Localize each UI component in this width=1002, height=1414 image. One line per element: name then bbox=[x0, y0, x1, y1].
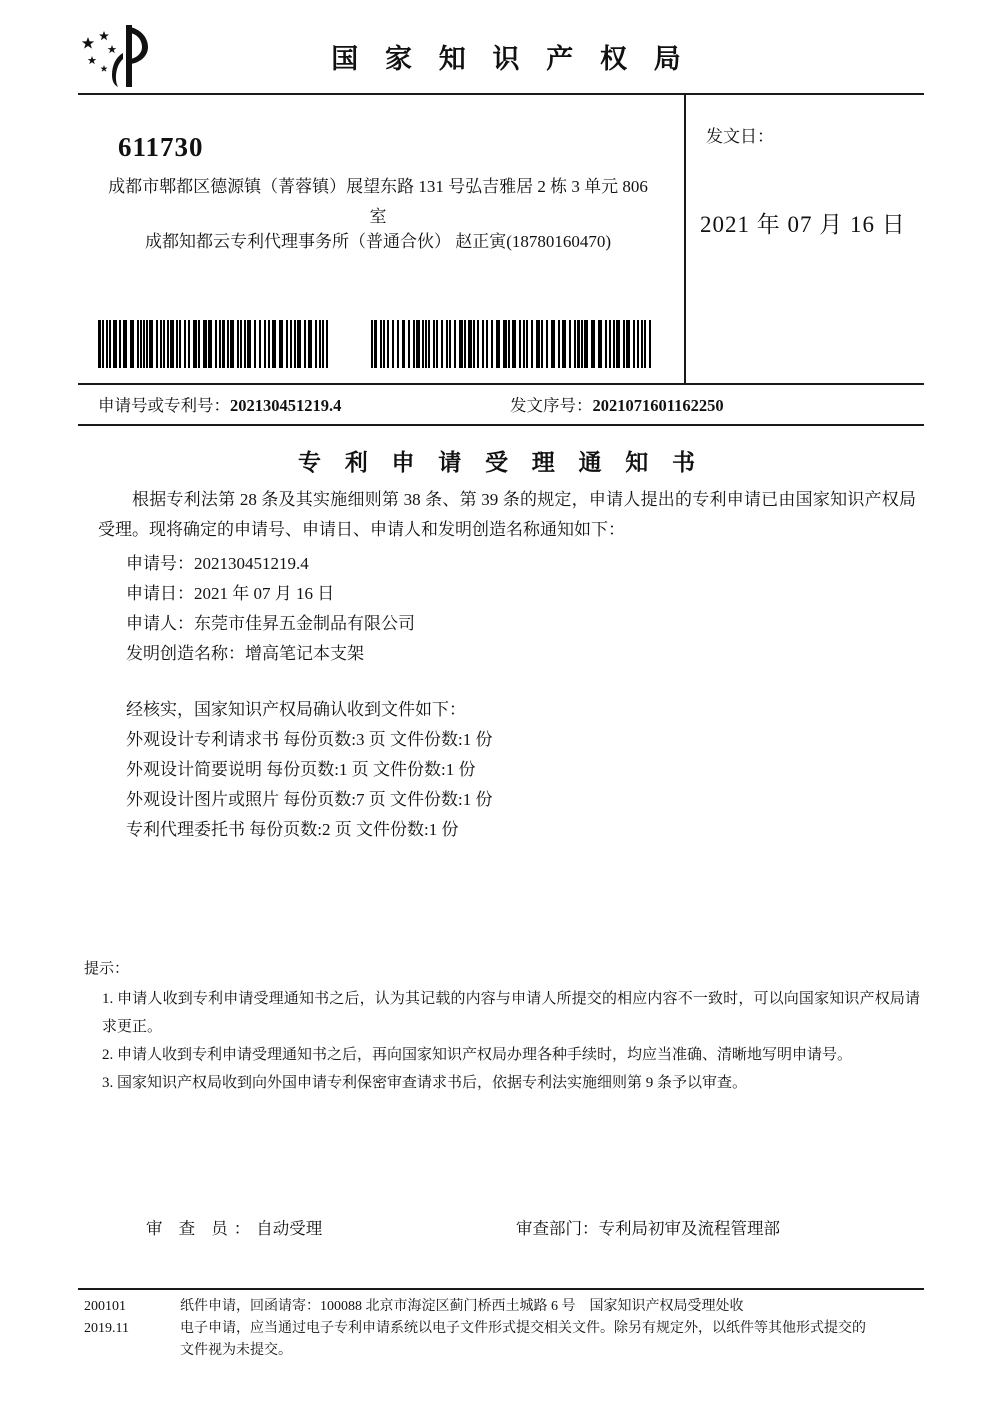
dispatch-number-value: 2021071601162250 bbox=[592, 396, 724, 415]
list-item: 申请号：202130451219.4 bbox=[126, 554, 309, 573]
application-fields-list bbox=[98, 549, 916, 669]
document-body bbox=[98, 485, 916, 845]
barcode-dispatch-number bbox=[371, 320, 659, 368]
list-item: 发明创造名称：增高笔记本支架 bbox=[126, 644, 364, 663]
header-divider bbox=[78, 93, 924, 95]
notes-list bbox=[84, 985, 920, 1097]
agency-and-agent: 成都知都云专利代理事务所（普通合伙） 赵正寅(18780160470) bbox=[144, 232, 612, 251]
cnipa-logo-icon bbox=[78, 23, 168, 89]
list-item: 2. 申请人收到专利申请受理通知书之后，再向国家知识产权局办理各种手续时，均应当准确、清晰地写明申请号。 bbox=[102, 1047, 853, 1063]
application-number-field bbox=[98, 392, 341, 416]
address-block-divider bbox=[78, 383, 924, 385]
body-intro-paragraph: 根据专利法第 28 条及其实施细则第 38 条、第 39 条的规定，申请人提出的专利申请已由国家知识产权局受理。现将确定的申请号、申请日、申请人和发明创造名称通知如下： bbox=[98, 490, 916, 539]
issue-date-label: 发文日： bbox=[706, 127, 774, 146]
department-value: 专利局初审及流程管理部 bbox=[598, 1219, 780, 1238]
footer-line-1: 纸件申请，回函请寄：100088 北京市海淀区蓟门桥西土城路 6 号 国家知识产权局受理处收 bbox=[180, 1299, 744, 1314]
footer-codes bbox=[84, 1296, 174, 1340]
document-header bbox=[78, 20, 924, 92]
footer-divider bbox=[78, 1288, 924, 1290]
footer-code-2: 2019.11 bbox=[84, 1321, 129, 1336]
list-item: 1. 申请人收到专利申请受理通知书之后，认为其记载的内容与申请人所提交的相应内容不一致时，可以向国家知识产权局请求更正。 bbox=[102, 991, 920, 1035]
numbers-divider bbox=[78, 424, 924, 426]
list-item: 申请人：东莞市佳昇五金制品有限公司 bbox=[126, 614, 415, 633]
list-item: 3. 国家知识产权局收到向外国申请专利保密审查请求书后，依据专利法实施细则第 9 条予以审查。 bbox=[102, 1075, 748, 1091]
footer-line-3: 文件视为未提交。 bbox=[180, 1343, 292, 1358]
list-item: 外观设计简要说明 每份页数:1 页 文件份数:1 份 bbox=[126, 760, 476, 779]
addressee-address: 成都市郫都区德源镇（菁蓉镇）展望东路 131 号弘吉雅居 2 栋 3 单元 806 室 bbox=[108, 177, 648, 226]
document-title: 专 利 申 请 受 理 通 知 书 bbox=[298, 450, 704, 475]
footer-line-2: 电子申请，应当通过电子专利申请系统以电子文件形式提交相关文件。除另有规定外，以纸件等其他形式提交的 bbox=[180, 1321, 866, 1336]
footer-text bbox=[180, 1296, 920, 1362]
received-documents-list bbox=[98, 695, 916, 845]
notes-section bbox=[84, 955, 920, 1097]
documents-intro: 经核实，国家知识产权局确认收到文件如下： bbox=[126, 700, 466, 719]
dispatch-number-field bbox=[510, 392, 724, 416]
list-item: 外观设计图片或照片 每份页数:7 页 文件份数:1 份 bbox=[126, 790, 493, 809]
vertical-divider bbox=[684, 95, 686, 383]
application-number-label: 申请号或专利号： bbox=[98, 396, 230, 415]
department-label: 审查部门： bbox=[516, 1219, 599, 1238]
notes-heading: 提示： bbox=[84, 961, 130, 977]
examiner-label: 审 查 员： bbox=[146, 1219, 257, 1238]
list-item: 外观设计专利请求书 每份页数:3 页 文件份数:1 份 bbox=[126, 730, 493, 749]
list-item: 申请日：2021 年 07 月 16 日 bbox=[126, 584, 335, 603]
issue-date-value: 2021 年 07 月 16 日 bbox=[700, 212, 906, 237]
body-spacer bbox=[98, 669, 916, 695]
department-field bbox=[516, 1215, 780, 1239]
list-item: 专利代理委托书 每份页数:2 页 文件份数:1 份 bbox=[126, 820, 459, 839]
application-number-value: 202130451219.4 bbox=[230, 396, 342, 415]
dispatch-number-label: 发文序号： bbox=[510, 396, 593, 415]
organization-title: 国 家 知 识 产 权 局 bbox=[331, 43, 691, 74]
footer-code-1: 200101 bbox=[84, 1299, 126, 1314]
serial-number: 611730 bbox=[118, 132, 204, 162]
examiner-field bbox=[146, 1215, 322, 1239]
barcode-application-number bbox=[98, 320, 334, 368]
examiner-value: 自动受理 bbox=[256, 1219, 323, 1238]
